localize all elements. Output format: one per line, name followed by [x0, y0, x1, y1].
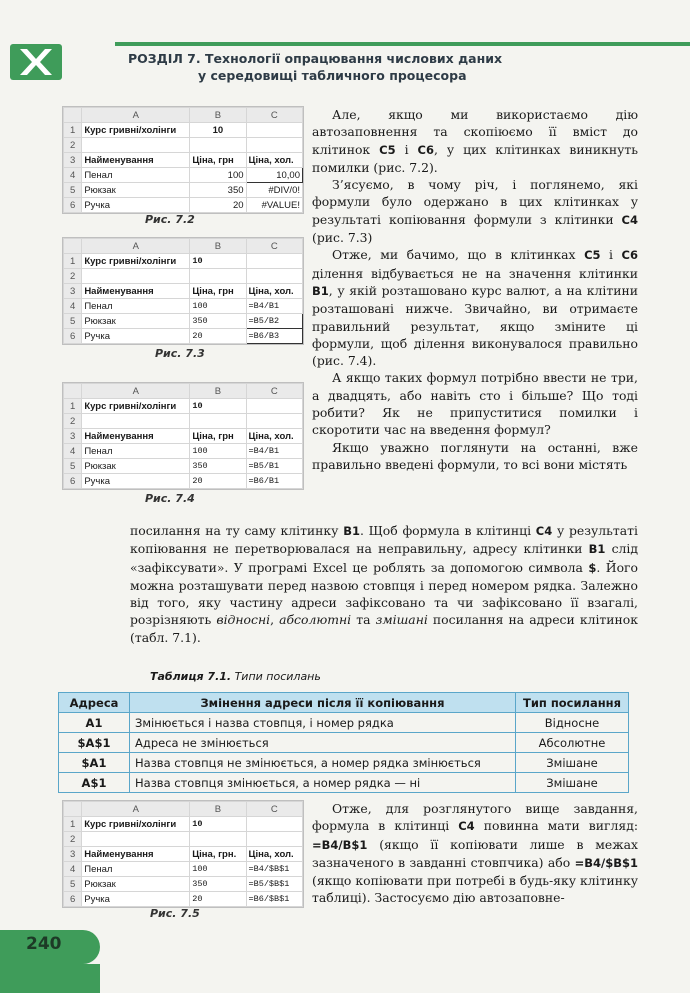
cell-a2 — [82, 832, 190, 847]
term-mixed: змішані — [375, 612, 428, 628]
cell-a6: Ручка — [82, 198, 190, 213]
col-header-c: C — [246, 802, 302, 817]
cell-a2 — [82, 138, 190, 153]
cell-a5: Рюкзак — [82, 877, 190, 892]
paragraph-5-start: Якщо уважно поглянути на останні, вже правильно введені формули, то всі вони містять — [312, 439, 638, 472]
bottom-green-strip — [0, 964, 100, 993]
cell-change: Назва стовпця не змінюється, а номер рядка змінюється — [130, 753, 516, 773]
ref-c4: C4 — [458, 819, 475, 834]
row-header: 2 — [64, 832, 82, 847]
cell-b2 — [190, 269, 246, 284]
cell-b2 — [190, 832, 246, 847]
cell-c4: 10,00 — [246, 168, 302, 183]
cell-a2 — [82, 269, 190, 284]
figure-7-5-spreadsheet — [62, 800, 304, 908]
table-header-row — [59, 693, 629, 713]
cell-a5: Рюкзак — [82, 459, 190, 474]
header-change: Змінення адреси після її копіювання — [130, 693, 516, 713]
row-header: 4 — [64, 299, 82, 314]
p6-text-d: (якщо копіювати при потребі в будь-яку клітинку таблиці). Застосуємо дію автозаповне- — [312, 873, 638, 906]
cell-c5: #DIV/0! — [246, 183, 302, 198]
figure-7-3-spreadsheet — [62, 237, 304, 345]
p5-text-b: посилання на ту саму клітинку — [130, 523, 344, 538]
p3-text-c: , у якій розташовано курс валют, а на клітини розташовані нижче. Звичайно, ви отримаєте правильний результат, якщо зміните ці формули, щоб ділення виконувалося правильно (рис. 7.4). — [312, 282, 638, 369]
cell-b1: 10 — [190, 817, 246, 832]
cell-change: Змінюється і назва стовпця, і номер рядка — [130, 713, 516, 733]
cell-b6: 20 — [190, 474, 246, 489]
cell-a6: Ручка — [82, 892, 190, 907]
cell-c5: =B5/B1 — [246, 459, 302, 474]
p5-text-e: слід «зафіксувати». У програмі Excel це роблять за допомогою символа — [130, 541, 638, 575]
term-relative: відносні — [216, 612, 271, 628]
cell-c1 — [246, 254, 302, 269]
p3-text-a: Отже, ми бачимо, що в клітинках — [332, 247, 585, 263]
cell-c2 — [246, 414, 302, 429]
dollar-symbol: $ — [588, 560, 597, 575]
cell-c2 — [246, 832, 302, 847]
row-header: 6 — [64, 474, 82, 489]
figure-7-2-caption: Рис. 7.2 — [145, 213, 195, 226]
col-header-c: C — [246, 384, 302, 399]
cell-a1: Курс гривні/холінги — [82, 254, 190, 269]
cell-c6: #VALUE! — [246, 198, 302, 213]
chapter-title — [128, 50, 502, 84]
row-header: 2 — [64, 269, 82, 284]
page-number-tab — [0, 930, 100, 964]
cell-b6: 20 — [190, 198, 246, 213]
row-header: 3 — [64, 153, 82, 168]
row-header: 1 — [64, 123, 82, 138]
ref-c4: C4 — [621, 212, 638, 227]
reference-types-table — [58, 692, 629, 793]
p6-text-b: повинна мати вигляд: — [474, 818, 638, 834]
term-absolute: абсолютні — [279, 612, 352, 628]
cell-b5: 350 — [190, 183, 246, 198]
paragraph-5-cont — [130, 522, 638, 646]
col-header-b: B — [190, 802, 246, 817]
cell-a4: Пенал — [82, 168, 190, 183]
p5-and: та — [351, 612, 376, 628]
figure-7-4-spreadsheet — [62, 382, 304, 490]
cell-b5: 350 — [190, 877, 246, 892]
p5-text-f: . Його можна розташувати перед назвою стовпця і перед номером рядка. Залежно від того, яку частину адреси зафіксовано та чи зафіксовано її взагалі, розрізняють — [130, 559, 638, 628]
col-header-c: C — [246, 239, 302, 254]
fig75-grid — [63, 801, 303, 907]
p6-text-a: Отже, для розглянутого вище завдання, формула в клітинці — [312, 801, 638, 834]
cell-b1: 10 — [190, 254, 246, 269]
cell-b5: 350 — [190, 459, 246, 474]
paragraph-4: А якщо таких формул потрібно ввести не три, а двадцять, або навіть сто і більше? Що тоді робити? Як не припуститися помилки і скоротити час на введення формул? — [312, 370, 638, 438]
table-row — [59, 753, 629, 773]
cell-type: Відносне — [516, 713, 629, 733]
cell-address: $A$1 — [59, 733, 130, 753]
cell-c4: =B4/B1 — [246, 444, 302, 459]
row-header: 4 — [64, 168, 82, 183]
row-header: 3 — [64, 429, 82, 444]
cell-a1: Курс гривні/холінги — [82, 817, 190, 832]
header-address: Адреса — [59, 693, 130, 713]
cell-type: Абсолютне — [516, 733, 629, 753]
cell-a2 — [82, 414, 190, 429]
ref-c5: C5 — [379, 142, 396, 157]
excel-logo-icon — [10, 44, 62, 80]
paragraph-6-block — [312, 800, 638, 907]
col-header-b: B — [190, 384, 246, 399]
cell-b2 — [190, 138, 246, 153]
cell-b2 — [190, 414, 246, 429]
p3-and: і — [600, 247, 622, 263]
col-header-b: B — [190, 239, 246, 254]
row-header: 5 — [64, 459, 82, 474]
cell-a4: Пенал — [82, 862, 190, 877]
row-header: 6 — [64, 198, 82, 213]
ref-b1: B1 — [343, 524, 360, 538]
p1-text-a: Але, якщо ми використаємо дію автозаповнення та скопіюємо її вміст до клітинок — [312, 107, 638, 157]
figure-7-3-caption: Рис. 7.3 — [155, 347, 205, 360]
row-header: 3 — [64, 284, 82, 299]
right-column-text — [312, 106, 638, 473]
table-row — [59, 773, 629, 793]
cell-b1: 10 — [190, 399, 246, 414]
cell-address: A1 — [59, 713, 130, 733]
cell-a5: Рюкзак — [82, 314, 190, 329]
ref-c6: C6 — [621, 248, 638, 263]
row-header: 1 — [64, 817, 82, 832]
cell-b5: 350 — [190, 314, 246, 329]
cell-b6: 20 — [190, 329, 246, 344]
formula-mixed: =B4/B$1 — [312, 837, 368, 852]
cell-a3: Найменування — [82, 847, 190, 862]
ref-b1: B1 — [312, 283, 329, 298]
p2-text-b: (рис. 7.3) — [312, 230, 373, 246]
row-header: 6 — [64, 892, 82, 907]
p5-comma: , — [270, 612, 280, 628]
row-header: 6 — [64, 329, 82, 344]
table-caption-label: Таблиця 7.1. — [150, 670, 232, 683]
corner-cell — [64, 802, 82, 817]
ref-b1: B1 — [588, 542, 606, 557]
title-line-2: у середовищі табличного процесора — [198, 68, 467, 83]
header-type: Тип посилання — [516, 693, 629, 713]
cell-a4: Пенал — [82, 299, 190, 314]
paragraph-3 — [312, 246, 638, 369]
corner-cell — [64, 239, 82, 254]
col-header-a: A — [82, 108, 190, 123]
paragraph-2 — [312, 176, 638, 246]
cell-b4: 100 — [190, 168, 246, 183]
figure-7-4-caption: Рис. 7.4 — [145, 492, 195, 505]
col-header-c: C — [246, 108, 302, 123]
cell-c6: =B6/$B$1 — [246, 892, 302, 907]
p2-text-a: З’ясуємо, в чому річ, і поглянемо, які формули було одержано в цих клітинках у результаті копіювання формули з клітинки — [312, 177, 638, 227]
formula-absolute: =B4/$B$1 — [574, 855, 638, 870]
cell-c6: =B6/B1 — [246, 474, 302, 489]
cell-b4: 100 — [190, 862, 246, 877]
col-header-a: A — [82, 802, 190, 817]
col-header-b: B — [190, 108, 246, 123]
cell-c3: Ціна, хол. — [246, 429, 302, 444]
row-header: 4 — [64, 444, 82, 459]
cell-a3: Найменування — [82, 284, 190, 299]
cell-a6: Ручка — [82, 474, 190, 489]
cell-change: Назва стовпця змінюється, а номер рядка — ні — [130, 773, 516, 793]
cell-c6: =B6/B3 — [246, 329, 302, 344]
cell-b4: 100 — [190, 299, 246, 314]
cell-a1: Курс гривні/холінги — [82, 399, 190, 414]
full-width-text — [130, 522, 638, 646]
p5-text-c: . Щоб формула в клітинці — [359, 523, 536, 538]
cell-b3: Ціна, грн — [190, 284, 246, 299]
p1-and: і — [395, 141, 418, 157]
page-number: 240 — [26, 934, 62, 954]
table-row — [59, 713, 629, 733]
cell-c1 — [246, 123, 302, 138]
cell-c4: =B4/B1 — [246, 299, 302, 314]
p5-text-d: у результаті копіювання не перетворювалася на неправильну, адресу клітинки — [130, 523, 638, 557]
cell-b1: 10 — [190, 123, 246, 138]
row-header: 5 — [64, 314, 82, 329]
cell-c2 — [246, 138, 302, 153]
table-caption-text: Типи посилань — [231, 670, 321, 683]
row-header: 2 — [64, 414, 82, 429]
cell-c3: Ціна, хол. — [246, 847, 302, 862]
cell-c3: Ціна, хол. — [246, 153, 302, 168]
row-header: 5 — [64, 183, 82, 198]
cell-address: $A1 — [59, 753, 130, 773]
cell-type: Змішане — [516, 773, 629, 793]
section-number: РОЗДІЛ 7. — [128, 51, 201, 66]
cell-address: A$1 — [59, 773, 130, 793]
row-header: 3 — [64, 847, 82, 862]
cell-a3: Найменування — [82, 153, 190, 168]
p3-text-b: ділення відбувається не на значення клітинки — [312, 265, 638, 281]
fig73-grid — [63, 238, 303, 344]
row-header: 1 — [64, 254, 82, 269]
cell-c1 — [246, 399, 302, 414]
figure-7-5-caption: Рис. 7.5 — [150, 907, 200, 920]
col-header-a: A — [82, 384, 190, 399]
header-rule — [115, 42, 690, 46]
cell-b3: Ціна, грн — [190, 429, 246, 444]
row-header: 2 — [64, 138, 82, 153]
figure-7-2-spreadsheet — [62, 106, 304, 214]
p1-text-b: , у цих клітинках виникнуть помилки (рис. 7.2). — [312, 141, 639, 175]
cell-change: Адреса не змінюється — [130, 733, 516, 753]
p5-text-g: посилання на адреси клітинок (табл. 7.1). — [130, 612, 638, 645]
cell-c1 — [246, 817, 302, 832]
row-header: 4 — [64, 862, 82, 877]
cell-a3: Найменування — [82, 429, 190, 444]
cell-b6: 20 — [190, 892, 246, 907]
cell-c5: =B5/$B$1 — [246, 877, 302, 892]
ref-c5: C5 — [584, 248, 601, 263]
fig74-grid — [63, 383, 303, 489]
row-header: 5 — [64, 877, 82, 892]
col-header-a: A — [82, 239, 190, 254]
ref-c6: C6 — [417, 142, 434, 157]
cell-a6: Ручка — [82, 329, 190, 344]
cell-c3: Ціна, хол. — [246, 284, 302, 299]
cell-b3: Ціна, грн — [190, 153, 246, 168]
cell-c5: =B5/B2 — [246, 314, 302, 329]
cell-b4: 100 — [190, 444, 246, 459]
cell-a5: Рюкзак — [82, 183, 190, 198]
row-header: 1 — [64, 399, 82, 414]
cell-c2 — [246, 269, 302, 284]
table-row — [59, 733, 629, 753]
cell-b3: Ціна, грн. — [190, 847, 246, 862]
corner-cell — [64, 108, 82, 123]
fig72-grid — [63, 107, 303, 213]
cell-type: Змішане — [516, 753, 629, 773]
paragraph-1 — [312, 106, 638, 176]
table-7-1-caption — [150, 670, 321, 683]
p6-text-c: (якщо її копіювати лише в межах зазначеного в завданні стовпчика) або — [312, 836, 638, 870]
cell-a1: Курс гривні/холінги — [82, 123, 190, 138]
cell-a4: Пенал — [82, 444, 190, 459]
paragraph-6 — [312, 800, 638, 907]
ref-c4: C4 — [535, 524, 553, 538]
cell-c4: =B4/$B$1 — [246, 862, 302, 877]
title-line-1: Технології опрацювання числових даних — [205, 51, 503, 66]
corner-cell — [64, 384, 82, 399]
